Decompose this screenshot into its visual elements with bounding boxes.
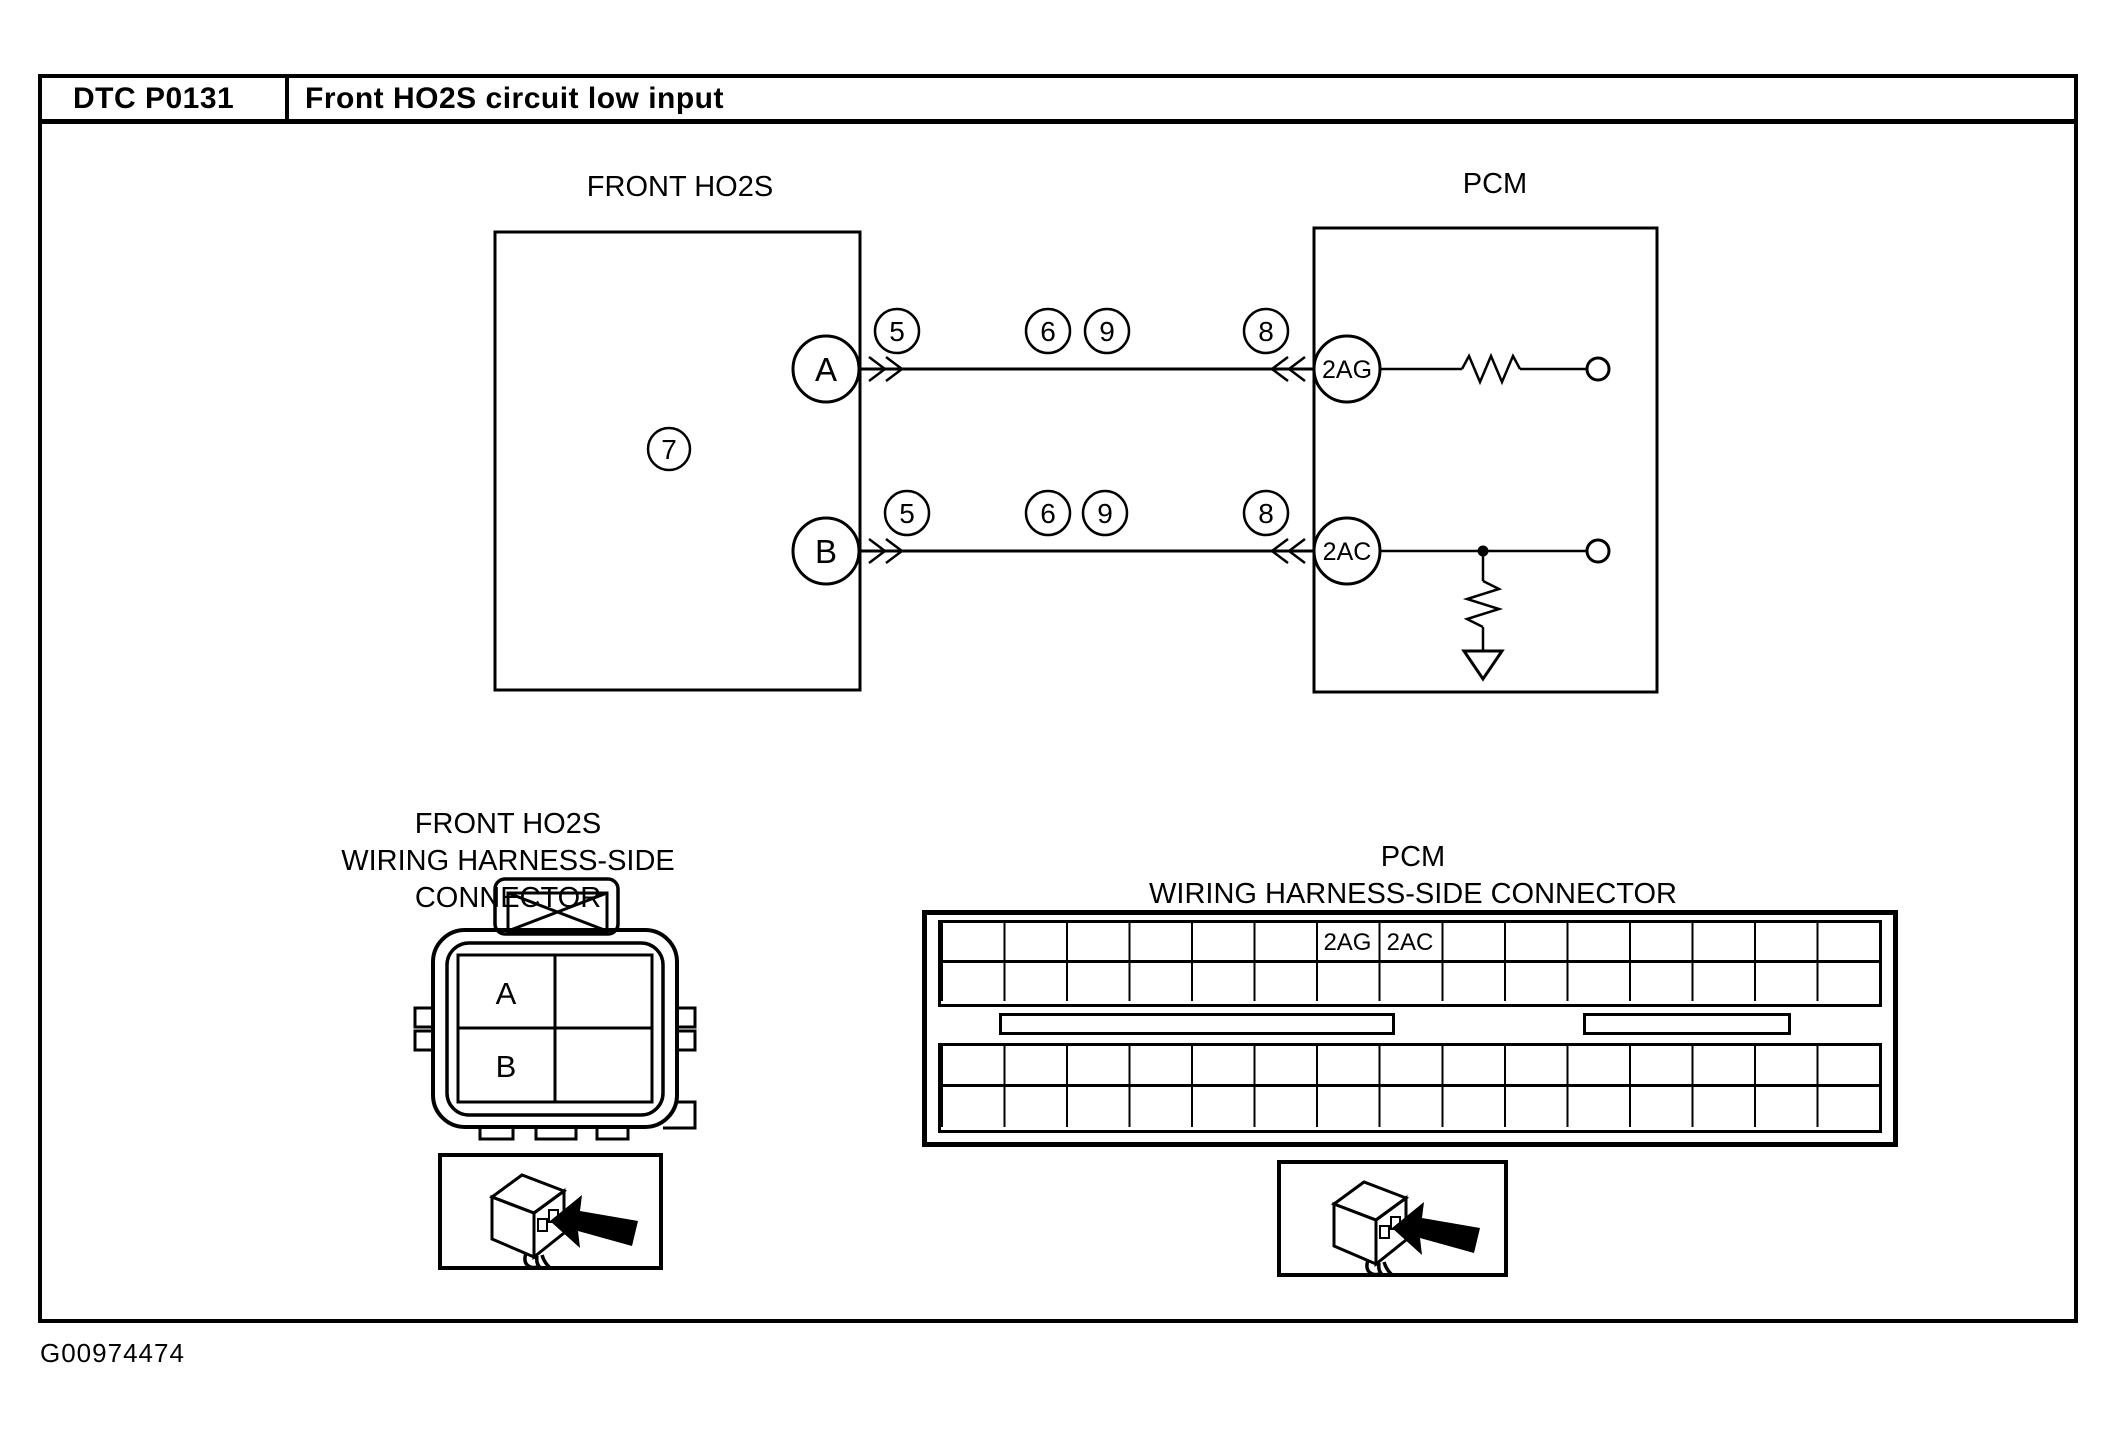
pcm-pin-row xyxy=(941,1046,1879,1087)
callout-9: 9 xyxy=(1099,316,1115,347)
callout-5: 5 xyxy=(889,316,905,347)
pcm-pin-row xyxy=(941,1087,1879,1127)
wire-lead xyxy=(542,1255,594,1266)
pcm-connector-face xyxy=(922,910,1898,1147)
latch-tab xyxy=(495,879,618,934)
pcm-connector-title-line2: WIRING HARNESS-SIDE CONNECTOR xyxy=(1149,878,1677,910)
connector-plug-icon xyxy=(1281,1164,1504,1273)
terminal-a xyxy=(793,336,859,402)
ho2s-connector-inset xyxy=(438,1153,663,1270)
callout-8: 8 xyxy=(1258,498,1274,529)
callout-6: 6 xyxy=(1040,498,1056,529)
pin-grid xyxy=(458,955,652,1102)
callout-9: 9 xyxy=(1097,498,1113,529)
pcm-pin-band-top xyxy=(938,920,1882,1007)
callout-7 xyxy=(648,428,690,470)
figure-id: G00974474 xyxy=(40,1338,185,1368)
wire-a-callouts xyxy=(875,309,1288,353)
callout-8: 8 xyxy=(1258,316,1274,347)
plug-top-face xyxy=(492,1175,564,1213)
ground-icon xyxy=(1464,651,1502,679)
pin-a-label: A xyxy=(495,976,517,1011)
connector-keying-slot xyxy=(1583,1013,1791,1035)
pullup-resistor xyxy=(1380,356,1609,382)
pcm-box xyxy=(1314,228,1657,692)
dtc-code: DTC P0131 xyxy=(73,81,235,115)
connector-keying-slot xyxy=(999,1013,1395,1035)
pcm-pin-row xyxy=(941,963,1879,1001)
callout-6: 6 xyxy=(1040,316,1056,347)
connector-plug-icon xyxy=(442,1157,659,1266)
callout-5: 5 xyxy=(899,498,915,529)
pcm-pin-2ag: 2AG xyxy=(1323,929,1372,956)
ground-branch xyxy=(1380,540,1609,679)
resistor-icon xyxy=(1467,581,1499,627)
ho2s-connector-title-line1: FRONT HO2S xyxy=(414,808,602,840)
svg-text:7: 7 xyxy=(661,434,677,465)
internal-terminal xyxy=(1587,358,1609,380)
svg-text:B: B xyxy=(814,533,838,570)
terminal-2ag xyxy=(1314,336,1380,402)
pcm-pin-row xyxy=(941,923,1879,963)
ho2s-connector-face xyxy=(380,868,720,1160)
plug-top-face xyxy=(1334,1182,1406,1220)
plug-front-face xyxy=(492,1197,534,1257)
ho2s-connector-title-line2: WIRING HARNESS-SIDE CONNECTOR xyxy=(341,845,675,914)
svg-text:2AG: 2AG xyxy=(1321,356,1373,384)
wire-a xyxy=(860,357,1314,381)
internal-terminal xyxy=(1587,540,1609,562)
terminal-b xyxy=(793,518,859,584)
svg-text:2AC: 2AC xyxy=(1322,538,1372,566)
resistor-icon xyxy=(1462,356,1520,382)
pcm-label: PCM xyxy=(1462,168,1528,200)
latch-x xyxy=(508,893,607,931)
pin-b-label: B xyxy=(495,1049,517,1084)
dtc-description: Front HO2S circuit low input xyxy=(305,81,724,115)
front-ho2s-label: FRONT HO2S xyxy=(586,171,774,203)
wire-lead xyxy=(1384,1262,1436,1273)
pcm-connector-title-line1: PCM xyxy=(1380,841,1446,873)
terminal-2ac xyxy=(1314,518,1380,584)
pcm-connector-inset xyxy=(1277,1160,1508,1277)
pcm-pin-2ac: 2AC xyxy=(1386,929,1434,956)
wire-b-callouts xyxy=(885,491,1288,535)
wire-b xyxy=(860,539,1314,563)
pcm-connector-title xyxy=(1050,839,1776,913)
plug-front-face xyxy=(1334,1204,1376,1264)
pcm-pin-band-bottom xyxy=(938,1043,1882,1133)
svg-text:A: A xyxy=(814,351,838,388)
